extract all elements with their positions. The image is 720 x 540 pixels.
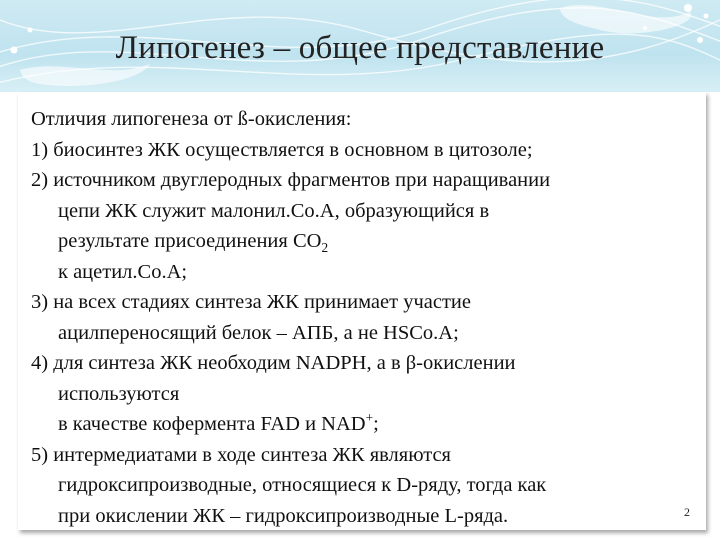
text-line-content: 4) для синтеза ЖК необходим NADPH, а в β-окислении [31,352,516,374]
text-line-content: используются [58,382,180,405]
text-line [31,440,698,471]
text-line-content: гидроксипроизводные, относящиеся к D-ряду, тогда как [58,474,547,496]
text-line-suffix: ; [373,413,379,435]
text-line [31,165,698,196]
text-line [31,348,698,379]
text-line [31,104,698,135]
text-line-content: цепи ЖК служит малонил.Co.A, образующийся в [58,199,490,222]
superscript: + [365,410,374,426]
text-line-content: к ацетил.Co.A; [58,260,188,283]
slide-title: Липогенез – общее представление [115,30,605,66]
page-number: 2 [684,505,690,519]
text-line [31,379,698,410]
text-line [31,409,698,440]
text-line-content: 3) на всех стадиях синтеза ЖК принимает участие [31,291,471,313]
text-line [31,318,698,349]
text-line-content: в качестве кофермента FAD и NAD [58,413,366,435]
text-line-content: 5) интермедиатами в ходе синтеза ЖК являются [31,443,451,466]
text-line-content: ацилпереносящий белок – АПБ, а не HSCo.A; [58,321,459,344]
text-line [31,135,698,166]
header-band [0,0,720,92]
subscript: 2 [321,240,329,256]
content-frame [18,92,706,530]
text-line-content: 2) источником двуглеродных фрагментов при наращивании [31,169,551,191]
text-line [31,226,698,257]
text-line-content: результате присоединения CO [58,230,322,252]
text-line-content: Отличия липогенеза от ß-окисления: [31,108,352,130]
text-line [31,287,698,318]
text-line [31,196,698,227]
text-line-content: 1) биосинтез ЖК осуществляется в основном в цитозоле; [31,138,533,161]
text-line [31,257,698,288]
text-line [31,470,698,501]
text-line [31,501,698,532]
text-line-content: при окислении ЖК – гидроксипроизводные L-ряда. [58,504,509,527]
content-body [31,104,698,531]
